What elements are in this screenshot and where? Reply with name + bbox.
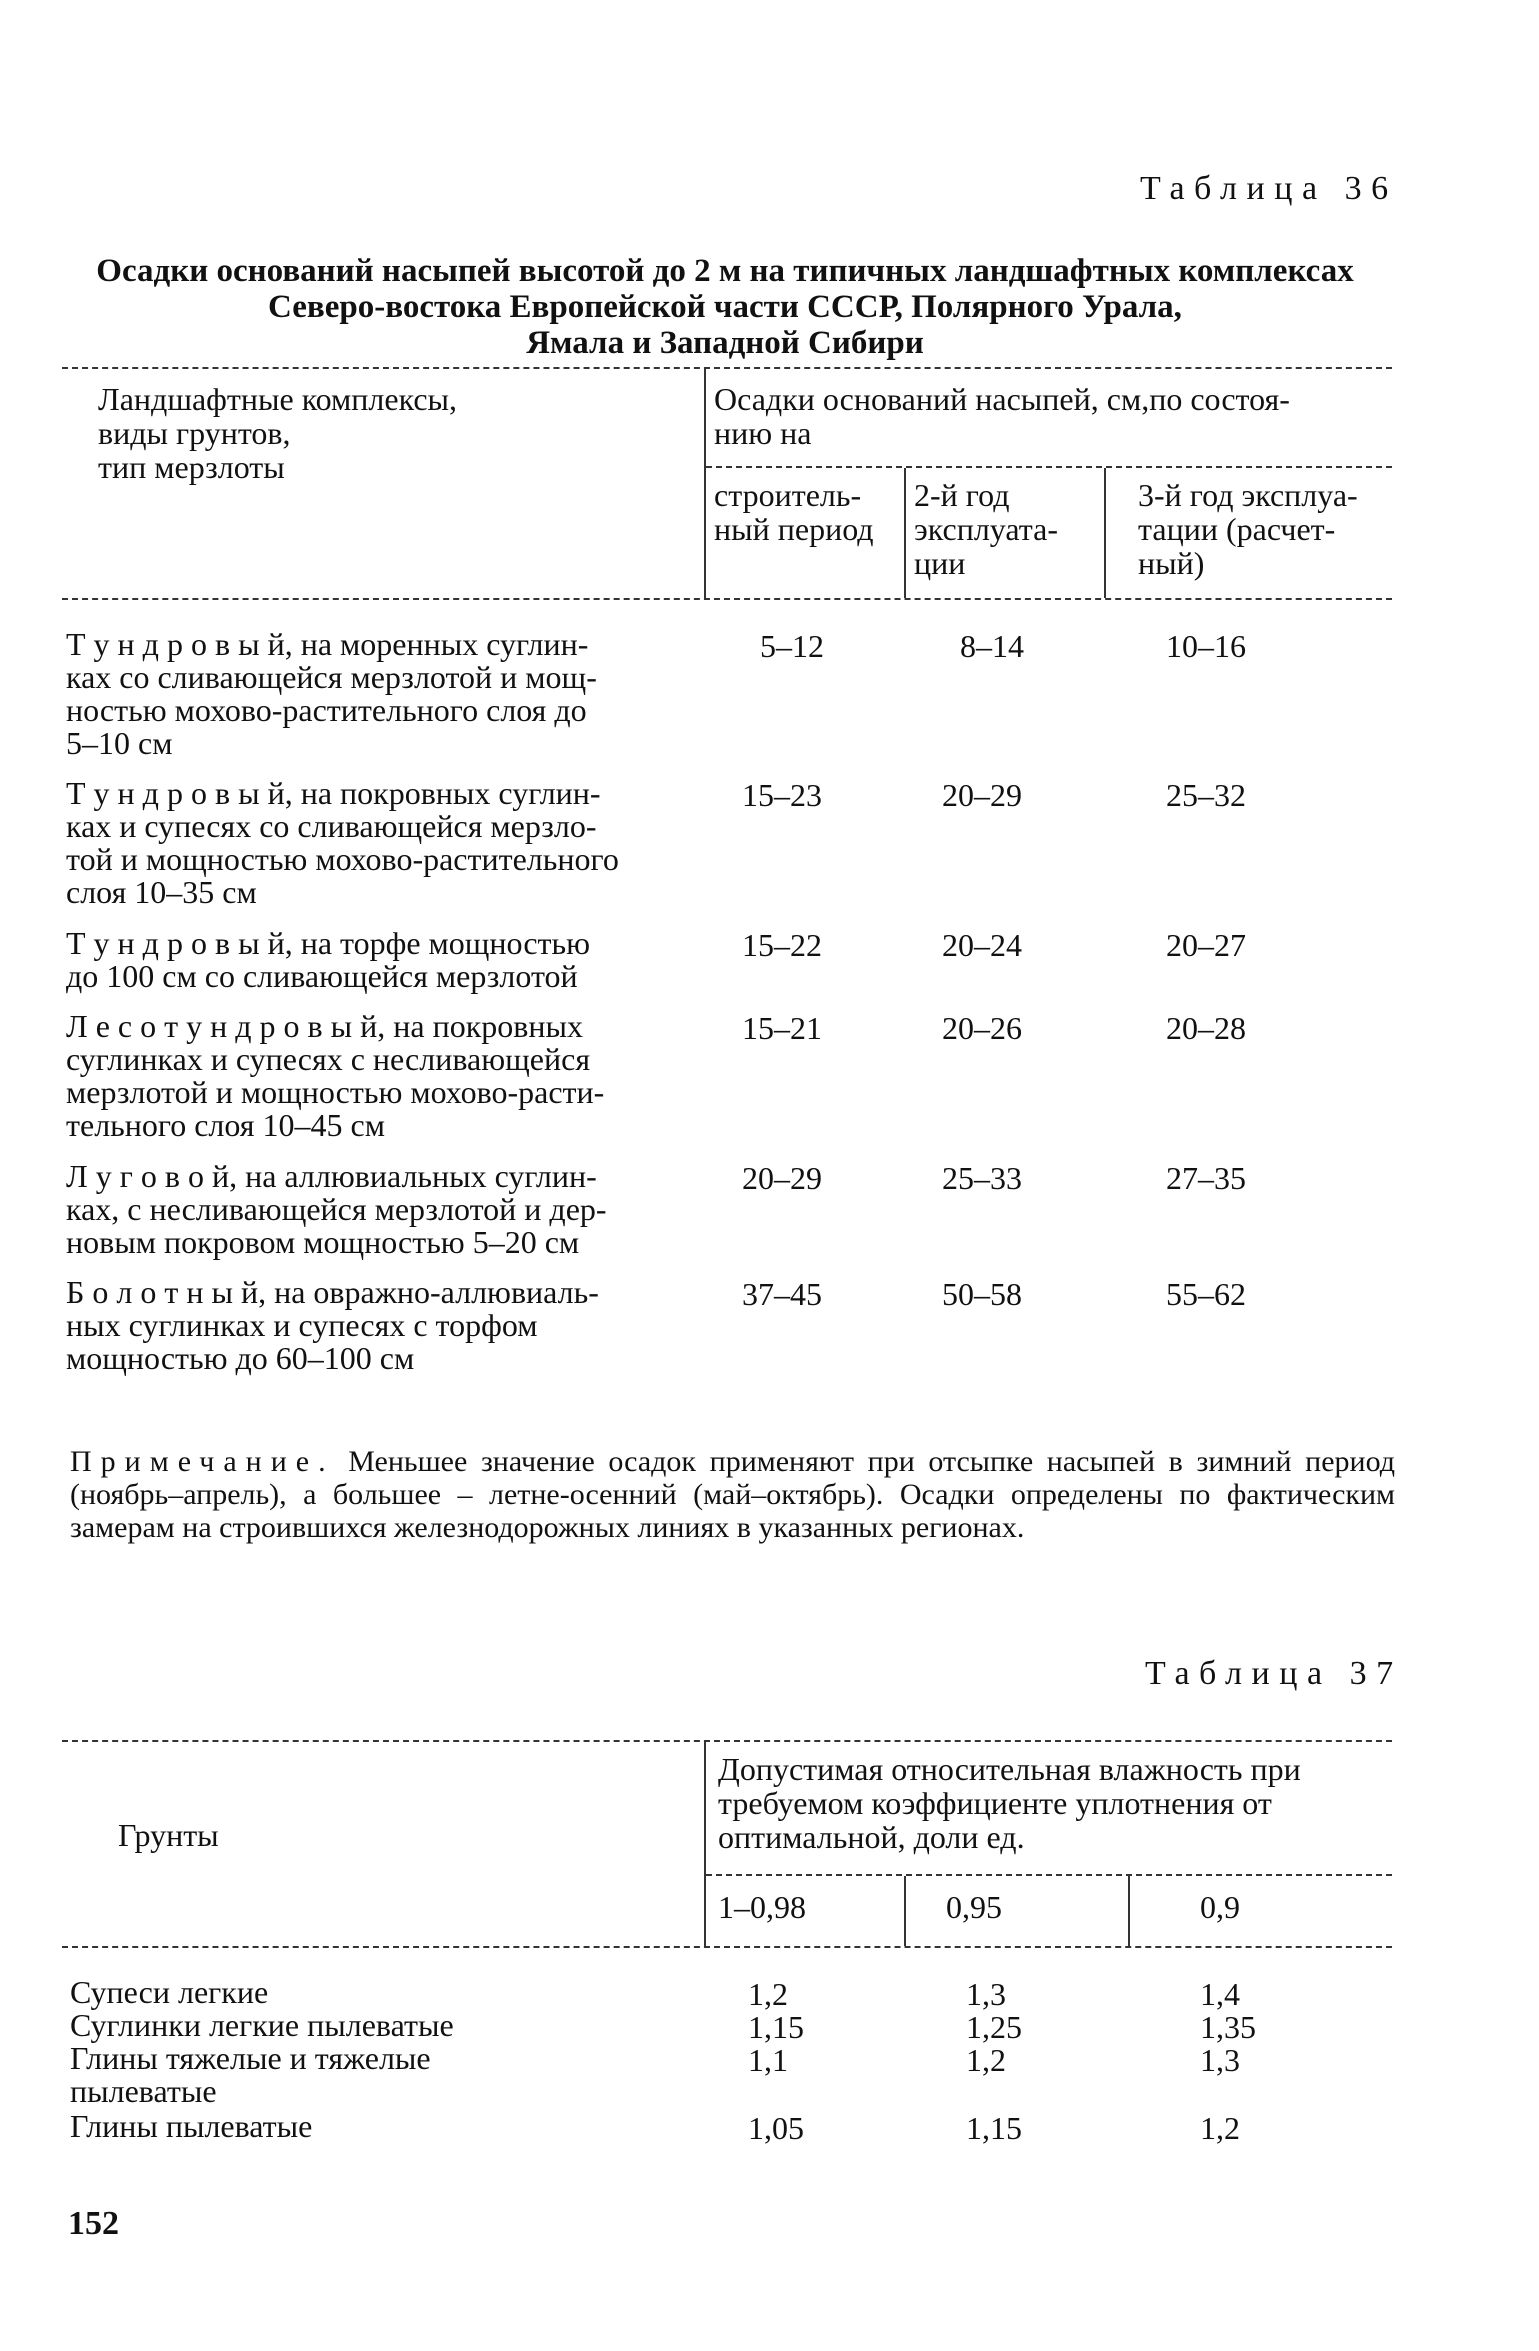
row-line: Т у н д р о в ы й, на торфе мощностью — [66, 925, 591, 961]
table-36-group-header — [714, 382, 1394, 450]
header-line: Ландшафтные комплексы, — [98, 381, 458, 417]
row-line: Глины тяжелые и тяжелые — [70, 2040, 431, 2076]
table-37-subcol-divider — [904, 1876, 906, 1946]
table-37-cell: 1,1 — [748, 2042, 788, 2078]
header-line: оптимальной, доли ед. — [718, 1819, 1025, 1855]
row-line: новым покровом мощностью 5–20 см — [66, 1224, 580, 1260]
table-36-cell: 25–33 — [942, 1160, 1022, 1196]
header-line: ции — [914, 545, 966, 581]
row-line: ках, с несливающейся мерзлотой и дер- — [66, 1191, 607, 1227]
table-36-header-divider — [704, 368, 706, 598]
table-37-cell: 1,15 — [966, 2110, 1022, 2146]
table-36-cell: 55–62 — [1166, 1276, 1246, 1312]
table-36-cell: 27–35 — [1166, 1160, 1246, 1196]
table-36-cell: 10–16 — [1166, 628, 1246, 664]
table-36-cell: 20–29 — [742, 1160, 822, 1196]
table-37-row — [70, 2042, 670, 2108]
header-line: ный) — [1138, 545, 1205, 581]
table-37-cell: 1,05 — [748, 2110, 804, 2146]
table-36-header-bottom-rule — [62, 598, 1392, 600]
header-line: нию на — [714, 415, 812, 451]
row-line: Супеси легкие — [70, 1974, 269, 2010]
table-37-subheader-rule — [706, 1874, 1392, 1876]
table-36-title-line: Ямала и Западной Сибири — [526, 325, 924, 361]
table-36-col1-header — [98, 382, 457, 484]
row-line: мощностью до 60–100 см — [66, 1340, 415, 1376]
table-37-row — [70, 2009, 670, 2042]
header-line: тип мерзлоты — [98, 449, 285, 485]
table-37-cell: 1,3 — [966, 1976, 1006, 2012]
table-37-cell: 1,2 — [748, 1976, 788, 2012]
table-37-top-rule — [62, 1740, 1392, 1742]
table-36-row — [66, 1010, 696, 1142]
table-36-cell: 20–28 — [1166, 1010, 1246, 1046]
row-line: Суглинки легкие пылеватые — [70, 2007, 454, 2043]
header-line: эксплуата- — [914, 511, 1058, 547]
header-line: строитель- — [714, 477, 862, 513]
table-36-cell: 15–21 — [742, 1010, 822, 1046]
row-line: слоя 10–35 см — [66, 874, 257, 910]
table-37-cell: 1,4 — [1200, 1976, 1240, 2012]
row-line: Л е с о т у н д р о в ы й, на покровных — [66, 1008, 583, 1044]
table-37-subcol-divider — [1128, 1876, 1130, 1946]
table-37-label: Таблица 37 — [1145, 1655, 1403, 1692]
table-36-cell: 15–23 — [742, 777, 822, 813]
table-37-cell: 1,35 — [1200, 2009, 1256, 2045]
table-36-note — [70, 1445, 1395, 1544]
table-37-cell: 1,3 — [1200, 2042, 1240, 2078]
table-37-row — [70, 2110, 670, 2143]
row-line: ностью мохово-растительного слоя до — [66, 692, 587, 728]
table-37-subheader-2: 0,95 — [946, 1889, 1002, 1925]
row-line: ных суглинках и супесях с торфом — [66, 1307, 538, 1343]
table-37-row — [70, 1976, 670, 2009]
table-36-row — [66, 927, 696, 993]
header-line: требуемом коэффициенте уплотнения от — [718, 1785, 1272, 1821]
row-line: тельного слоя 10–45 см — [66, 1107, 385, 1143]
table-36-row — [66, 777, 696, 909]
row-line: Л у г о в о й, на аллювиальных суглин- — [66, 1158, 597, 1194]
table-36-cell: 50–58 — [942, 1276, 1022, 1312]
table-36-cell: 20–29 — [942, 777, 1022, 813]
row-line: пылеватые — [70, 2073, 217, 2109]
table-36-cell: 15–22 — [742, 927, 822, 963]
table-37-group-header — [718, 1752, 1394, 1854]
table-36-title-line: Северо-востока Европейской части СССР, Полярного Урала, — [268, 289, 1182, 325]
table-37-col1-header: Грунты — [118, 1817, 219, 1853]
table-37-cell: 1,2 — [966, 2042, 1006, 2078]
row-line: Б о л о т н ы й, на овражно-аллювиаль- — [66, 1274, 599, 1310]
table-36-subheader-rule — [706, 466, 1392, 468]
row-line: до 100 см со сливающейся мерзлотой — [66, 958, 578, 994]
row-line: Т у н д р о в ы й, на моренных суглин- — [66, 626, 589, 662]
table-36-cell: 25–32 — [1166, 777, 1246, 813]
table-36-row — [66, 1276, 696, 1375]
table-36-cell: 20–27 — [1166, 927, 1246, 963]
table-36-row — [66, 1160, 696, 1259]
note-label: Примечание. — [70, 1445, 335, 1478]
table-36-subcol-divider — [1104, 468, 1106, 598]
header-line: Допустимая относительная влажность при — [718, 1751, 1301, 1787]
table-36-cell: 5–12 — [760, 628, 824, 664]
header-line: виды грунтов, — [98, 415, 291, 451]
row-line: 5–10 см — [66, 725, 173, 761]
row-line: мерзлотой и мощностью мохово-расти- — [66, 1074, 605, 1110]
table-37-header-divider — [704, 1741, 706, 1946]
table-36-subcol-divider — [904, 468, 906, 598]
note-text: Меньшее значение осадок применяют при отсыпке насыпей в зимний период (ноябрь–апрель), а большее – летне-осенний (май–октябрь). Осадки определены по фактическим замерам на строившихся железнодорожных линиях в указанных регионах. — [70, 1445, 1395, 1544]
row-line: Глины пылеватые — [70, 2108, 313, 2144]
header-line: тации (расчет- — [1138, 511, 1336, 547]
table-37-cell: 1,2 — [1200, 2110, 1240, 2146]
table-37-header-bottom-rule — [62, 1946, 1392, 1948]
table-36-cell: 8–14 — [960, 628, 1024, 664]
table-37-subheader-1: 1–0,98 — [718, 1889, 806, 1925]
table-36-subheader-year3 — [1138, 478, 1358, 580]
table-36-title-line: Осадки оснований насыпей высотой до 2 м на типичных ландшафтных комплексах — [96, 253, 1354, 289]
row-line: суглинках и супесях с несливающейся — [66, 1041, 591, 1077]
header-line: 2-й год — [914, 477, 1010, 513]
header-line: 3-й год эксплуа- — [1138, 477, 1358, 513]
row-line: Т у н д р о в ы й, на покровных суглин- — [66, 775, 601, 811]
table-36-row — [66, 628, 696, 760]
header-line: ный период — [714, 511, 874, 547]
row-line: ках со сливающейся мерзлотой и мощ- — [66, 659, 597, 695]
table-37-cell: 1,25 — [966, 2009, 1022, 2045]
page-number: 152 — [68, 2205, 119, 2242]
table-37-subheader-3: 0,9 — [1200, 1889, 1240, 1925]
table-36-cell: 20–24 — [942, 927, 1022, 963]
row-line: ках и супесях со сливающейся мерзло- — [66, 808, 597, 844]
table-36-label: Таблица 36 — [1140, 170, 1398, 207]
table-37-cell: 1,15 — [748, 2009, 804, 2045]
table-36-subheader-year2 — [914, 478, 1058, 580]
table-36-cell: 20–26 — [942, 1010, 1022, 1046]
header-line: Осадки оснований насыпей, см,по состоя- — [714, 381, 1290, 417]
row-line: той и мощностью мохово-растительного — [66, 841, 619, 877]
table-36-top-rule — [62, 367, 1392, 369]
table-36-cell: 37–45 — [742, 1276, 822, 1312]
table-36-subheader-construction — [714, 478, 874, 546]
table-36-title — [60, 253, 1390, 361]
